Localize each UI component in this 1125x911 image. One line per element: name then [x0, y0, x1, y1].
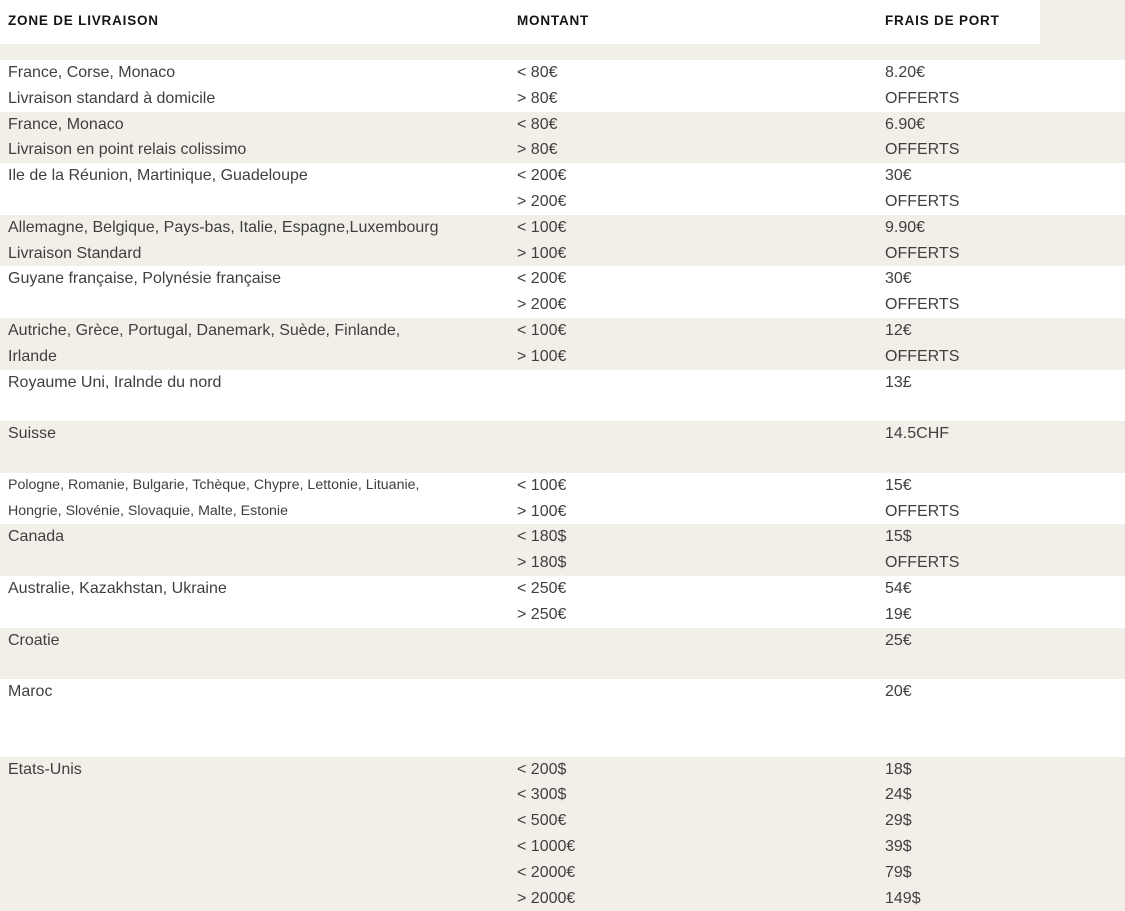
- frais-cell: [875, 421, 1125, 473]
- montant-line: > 80€: [517, 137, 875, 163]
- montant-cell: [505, 421, 875, 473]
- table-row: [0, 163, 1125, 215]
- zone-line: Etats-Unis: [8, 757, 505, 783]
- header-frais-de-port: FRAIS DE PORT: [875, 13, 1125, 44]
- frais-line: 39$: [885, 834, 1125, 860]
- zone-cell: [0, 215, 505, 267]
- zone-cell: [0, 266, 505, 318]
- frais-line: OFFERTS: [885, 137, 1125, 163]
- frais-line: OFFERTS: [885, 344, 1125, 370]
- zone-line: Irlande: [8, 344, 505, 370]
- montant-line: < 250€: [517, 576, 875, 602]
- montant-line: < 500€: [517, 808, 875, 834]
- frais-line: OFFERTS: [885, 292, 1125, 318]
- frais-line: OFFERTS: [885, 499, 1125, 525]
- zone-cell: [0, 524, 505, 576]
- table-row: [0, 679, 1125, 756]
- header-montant: MONTANT: [505, 13, 875, 44]
- table-row: [0, 473, 1125, 525]
- montant-line: > 180$: [517, 550, 875, 576]
- montant-cell: [505, 576, 875, 628]
- frais-line: 6.90€: [885, 112, 1125, 138]
- frais-line: 30€: [885, 163, 1125, 189]
- frais-cell: [875, 524, 1125, 576]
- zone-line: Ile de la Réunion, Martinique, Guadeloupe: [8, 163, 505, 189]
- montant-cell: [505, 318, 875, 370]
- rates-table-body: [0, 60, 1125, 911]
- table-row: [0, 112, 1125, 164]
- zone-line: [8, 653, 505, 679]
- montant-line: > 100€: [517, 499, 875, 525]
- frais-cell: [875, 163, 1125, 215]
- frais-line: OFFERTS: [885, 86, 1125, 112]
- frais-line: 149$: [885, 886, 1125, 911]
- montant-cell: [505, 163, 875, 215]
- zone-line: Australie, Kazakhstan, Ukraine: [8, 576, 505, 602]
- zone-cell: [0, 318, 505, 370]
- frais-line: OFFERTS: [885, 550, 1125, 576]
- frais-cell: [875, 266, 1125, 318]
- montant-line: > 200€: [517, 189, 875, 215]
- frais-cell: [875, 576, 1125, 628]
- zone-line: Livraison en point relais colissimo: [8, 137, 505, 163]
- frais-line: 29$: [885, 808, 1125, 834]
- zone-line: Hongrie, Slovénie, Slovaquie, Malte, Estonie: [8, 499, 505, 525]
- header-separator-band: [0, 44, 1125, 60]
- table-row: [0, 215, 1125, 267]
- montant-line: > 100€: [517, 344, 875, 370]
- montant-line: < 200$: [517, 757, 875, 783]
- zone-cell: [0, 370, 505, 422]
- zone-line: France, Corse, Monaco: [8, 60, 505, 86]
- montant-cell: [505, 757, 875, 911]
- frais-line: 8.20€: [885, 60, 1125, 86]
- montant-line: < 200€: [517, 266, 875, 292]
- frais-cell: [875, 757, 1125, 911]
- zone-cell: [0, 473, 505, 525]
- frais-cell: [875, 215, 1125, 267]
- table-row: [0, 370, 1125, 422]
- montant-cell: [505, 524, 875, 576]
- zone-line: [8, 731, 505, 757]
- montant-cell: [505, 370, 875, 422]
- zone-cell: [0, 757, 505, 911]
- montant-line: > 2000€: [517, 886, 875, 911]
- zone-line: Guyane française, Polynésie française: [8, 266, 505, 292]
- montant-line: < 200€: [517, 163, 875, 189]
- frais-line: 13£: [885, 370, 1125, 396]
- zone-line: Croatie: [8, 628, 505, 654]
- header-zone-de-livraison: ZONE DE LIVRAISON: [0, 13, 505, 44]
- montant-cell: [505, 628, 875, 680]
- zone-line: Pologne, Romanie, Bulgarie, Tchèque, Chypre, Lettonie, Lituanie,: [8, 473, 505, 499]
- montant-cell: [505, 60, 875, 112]
- zone-line: France, Monaco: [8, 112, 505, 138]
- frais-line: 15$: [885, 524, 1125, 550]
- zone-cell: [0, 163, 505, 215]
- frais-line: 18$: [885, 757, 1125, 783]
- table-row: [0, 576, 1125, 628]
- frais-line: 30€: [885, 266, 1125, 292]
- frais-line: 24$: [885, 782, 1125, 808]
- frais-cell: [875, 112, 1125, 164]
- frais-line: 14.5CHF: [885, 421, 1125, 447]
- montant-cell: [505, 112, 875, 164]
- montant-line: > 200€: [517, 292, 875, 318]
- frais-line: 12€: [885, 318, 1125, 344]
- table-row: [0, 421, 1125, 473]
- table-row: [0, 628, 1125, 680]
- zone-cell: [0, 628, 505, 680]
- montant-line: < 100€: [517, 318, 875, 344]
- frais-line: 20€: [885, 679, 1125, 705]
- frais-line: OFFERTS: [885, 241, 1125, 267]
- frais-line: 15€: [885, 473, 1125, 499]
- table-row: [0, 266, 1125, 318]
- zone-line: [8, 447, 505, 473]
- montant-line: < 180$: [517, 524, 875, 550]
- montant-line: > 250€: [517, 602, 875, 628]
- montant-cell: [505, 473, 875, 525]
- montant-line: < 100€: [517, 473, 875, 499]
- zone-line: Livraison Standard: [8, 241, 505, 267]
- zone-line: Royaume Uni, Iralnde du nord: [8, 370, 505, 396]
- montant-cell: [505, 266, 875, 318]
- frais-cell: [875, 473, 1125, 525]
- table-row: [0, 318, 1125, 370]
- montant-line: > 100€: [517, 241, 875, 267]
- frais-line: 19€: [885, 602, 1125, 628]
- frais-line: 9.90€: [885, 215, 1125, 241]
- frais-cell: [875, 318, 1125, 370]
- table-row: [0, 757, 1125, 911]
- montant-line: < 100€: [517, 215, 875, 241]
- zone-line: Livraison standard à domicile: [8, 86, 505, 112]
- montant-line: < 80€: [517, 60, 875, 86]
- montant-line: < 2000€: [517, 860, 875, 886]
- frais-line: 79$: [885, 860, 1125, 886]
- zone-line: Autriche, Grèce, Portugal, Danemark, Suède, Finlande,: [8, 318, 505, 344]
- zone-line: Canada: [8, 524, 505, 550]
- header-corner-band: [1040, 0, 1125, 44]
- zone-line: Suisse: [8, 421, 505, 447]
- frais-cell: [875, 679, 1125, 756]
- zone-cell: [0, 576, 505, 628]
- zone-line: [8, 395, 505, 421]
- frais-cell: [875, 60, 1125, 112]
- zone-cell: [0, 60, 505, 112]
- zone-cell: [0, 112, 505, 164]
- frais-cell: [875, 370, 1125, 422]
- montant-line: < 1000€: [517, 834, 875, 860]
- frais-line: 54€: [885, 576, 1125, 602]
- zone-line: Maroc: [8, 679, 505, 705]
- table-row: [0, 60, 1125, 112]
- table-row: [0, 524, 1125, 576]
- zone-line: [8, 705, 505, 731]
- montant-line: > 80€: [517, 86, 875, 112]
- montant-cell: [505, 215, 875, 267]
- frais-line: OFFERTS: [885, 189, 1125, 215]
- zone-cell: [0, 679, 505, 756]
- montant-line: < 300$: [517, 782, 875, 808]
- montant-line: < 80€: [517, 112, 875, 138]
- frais-line: 25€: [885, 628, 1125, 654]
- frais-cell: [875, 628, 1125, 680]
- zone-line: Allemagne, Belgique, Pays-bas, Italie, Espagne,Luxembourg: [8, 215, 505, 241]
- montant-cell: [505, 679, 875, 756]
- table-header: [0, 0, 1125, 44]
- zone-cell: [0, 421, 505, 473]
